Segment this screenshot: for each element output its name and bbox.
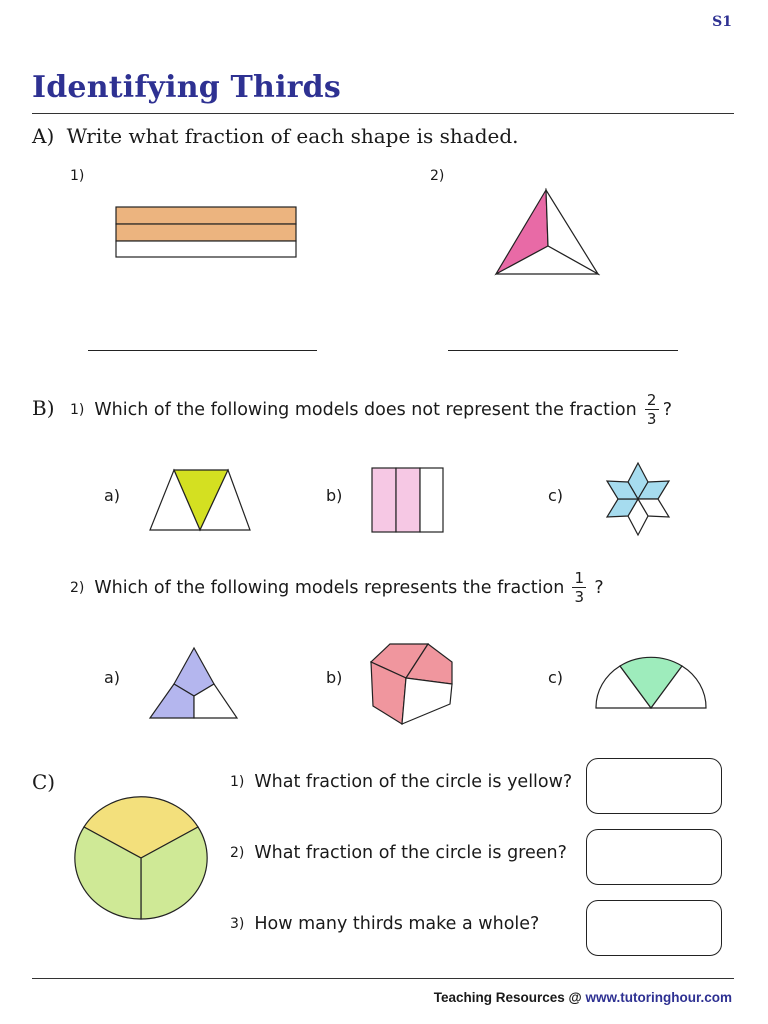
c-question-1 — [230, 772, 572, 792]
b1-denominator: 3 — [646, 410, 657, 428]
footer-divider — [32, 978, 734, 979]
section-a-item-2-model — [486, 182, 606, 282]
answer-box-2[interactable] — [586, 829, 722, 885]
c3-text: How many thirds make a whole? — [254, 914, 540, 934]
section-c-letter: C) — [32, 770, 56, 794]
b2-number: 2) — [70, 579, 85, 596]
b2-text: Which of the following models represents the fraction — [94, 577, 565, 598]
answer-box-3[interactable] — [586, 900, 722, 956]
strip-shaded-1 — [372, 468, 396, 532]
b1-option-c-model[interactable] — [590, 456, 686, 542]
footer-label: Teaching Resources @ — [433, 990, 582, 1005]
section-a-item-1-number: 1) — [70, 168, 85, 184]
c-question-3 — [230, 914, 539, 934]
section-a-instruction — [32, 124, 519, 148]
b1-option-a-label: a) — [104, 486, 121, 505]
b2-option-a-model[interactable] — [146, 642, 242, 722]
b2-end: ? — [594, 577, 604, 598]
hexagon-part-unshaded — [402, 678, 452, 724]
b1-option-c-label: c) — [548, 486, 564, 505]
strip-unshaded — [420, 468, 443, 532]
answer-line-1[interactable] — [88, 350, 317, 351]
answer-box-1[interactable] — [586, 758, 722, 814]
b2-option-b-label: b) — [326, 668, 343, 687]
strip-shaded-2 — [396, 468, 420, 532]
b1-numerator: 2 — [646, 391, 657, 409]
b2-denominator: 3 — [574, 588, 585, 606]
b1-end: ? — [662, 399, 672, 420]
b2-fraction — [572, 570, 586, 605]
section-a-letter: A) — [32, 124, 55, 148]
b2-option-b-model[interactable] — [366, 636, 458, 728]
sheet-code: S1 — [712, 14, 732, 30]
c3-number: 3) — [230, 916, 245, 932]
b2-option-a-label: a) — [104, 668, 121, 687]
c1-text: What fraction of the circle is yellow? — [254, 772, 573, 792]
b1-option-b-label: b) — [326, 486, 343, 505]
answer-line-2[interactable] — [448, 350, 678, 351]
footer — [434, 990, 732, 1005]
b2-option-c-label: c) — [548, 668, 564, 687]
section-a-item-2-number: 2) — [430, 168, 445, 184]
section-a-item-1-model — [110, 200, 306, 264]
c2-text: What fraction of the circle is green? — [254, 843, 567, 863]
b1-text: Which of the following models does not represent the fraction — [94, 399, 637, 420]
section-b-question-2 — [70, 570, 604, 605]
section-a-text: Write what fraction of each shape is shaded. — [66, 124, 519, 148]
section-c-circle-model — [72, 794, 210, 922]
b2-numerator: 1 — [574, 569, 585, 587]
b1-number: 1) — [70, 401, 85, 418]
b2-option-c-model[interactable] — [590, 650, 712, 714]
c-question-2 — [230, 843, 567, 863]
b1-option-b-model[interactable] — [366, 462, 450, 538]
b1-fraction — [645, 392, 659, 427]
c1-number: 1) — [230, 774, 245, 790]
title-divider — [32, 113, 734, 114]
section-b-letter: B) — [32, 396, 55, 420]
c2-number: 2) — [230, 845, 245, 861]
section-b-question-1 — [70, 392, 672, 427]
footer-site-link[interactable]: www.tutoringhour.com — [585, 990, 732, 1005]
b1-option-a-model[interactable] — [146, 462, 256, 538]
strip-shaded-1 — [116, 207, 296, 224]
strip-shaded-2 — [116, 224, 296, 241]
page-title: Identifying Thirds — [32, 70, 341, 105]
strip-unshaded — [116, 241, 296, 257]
